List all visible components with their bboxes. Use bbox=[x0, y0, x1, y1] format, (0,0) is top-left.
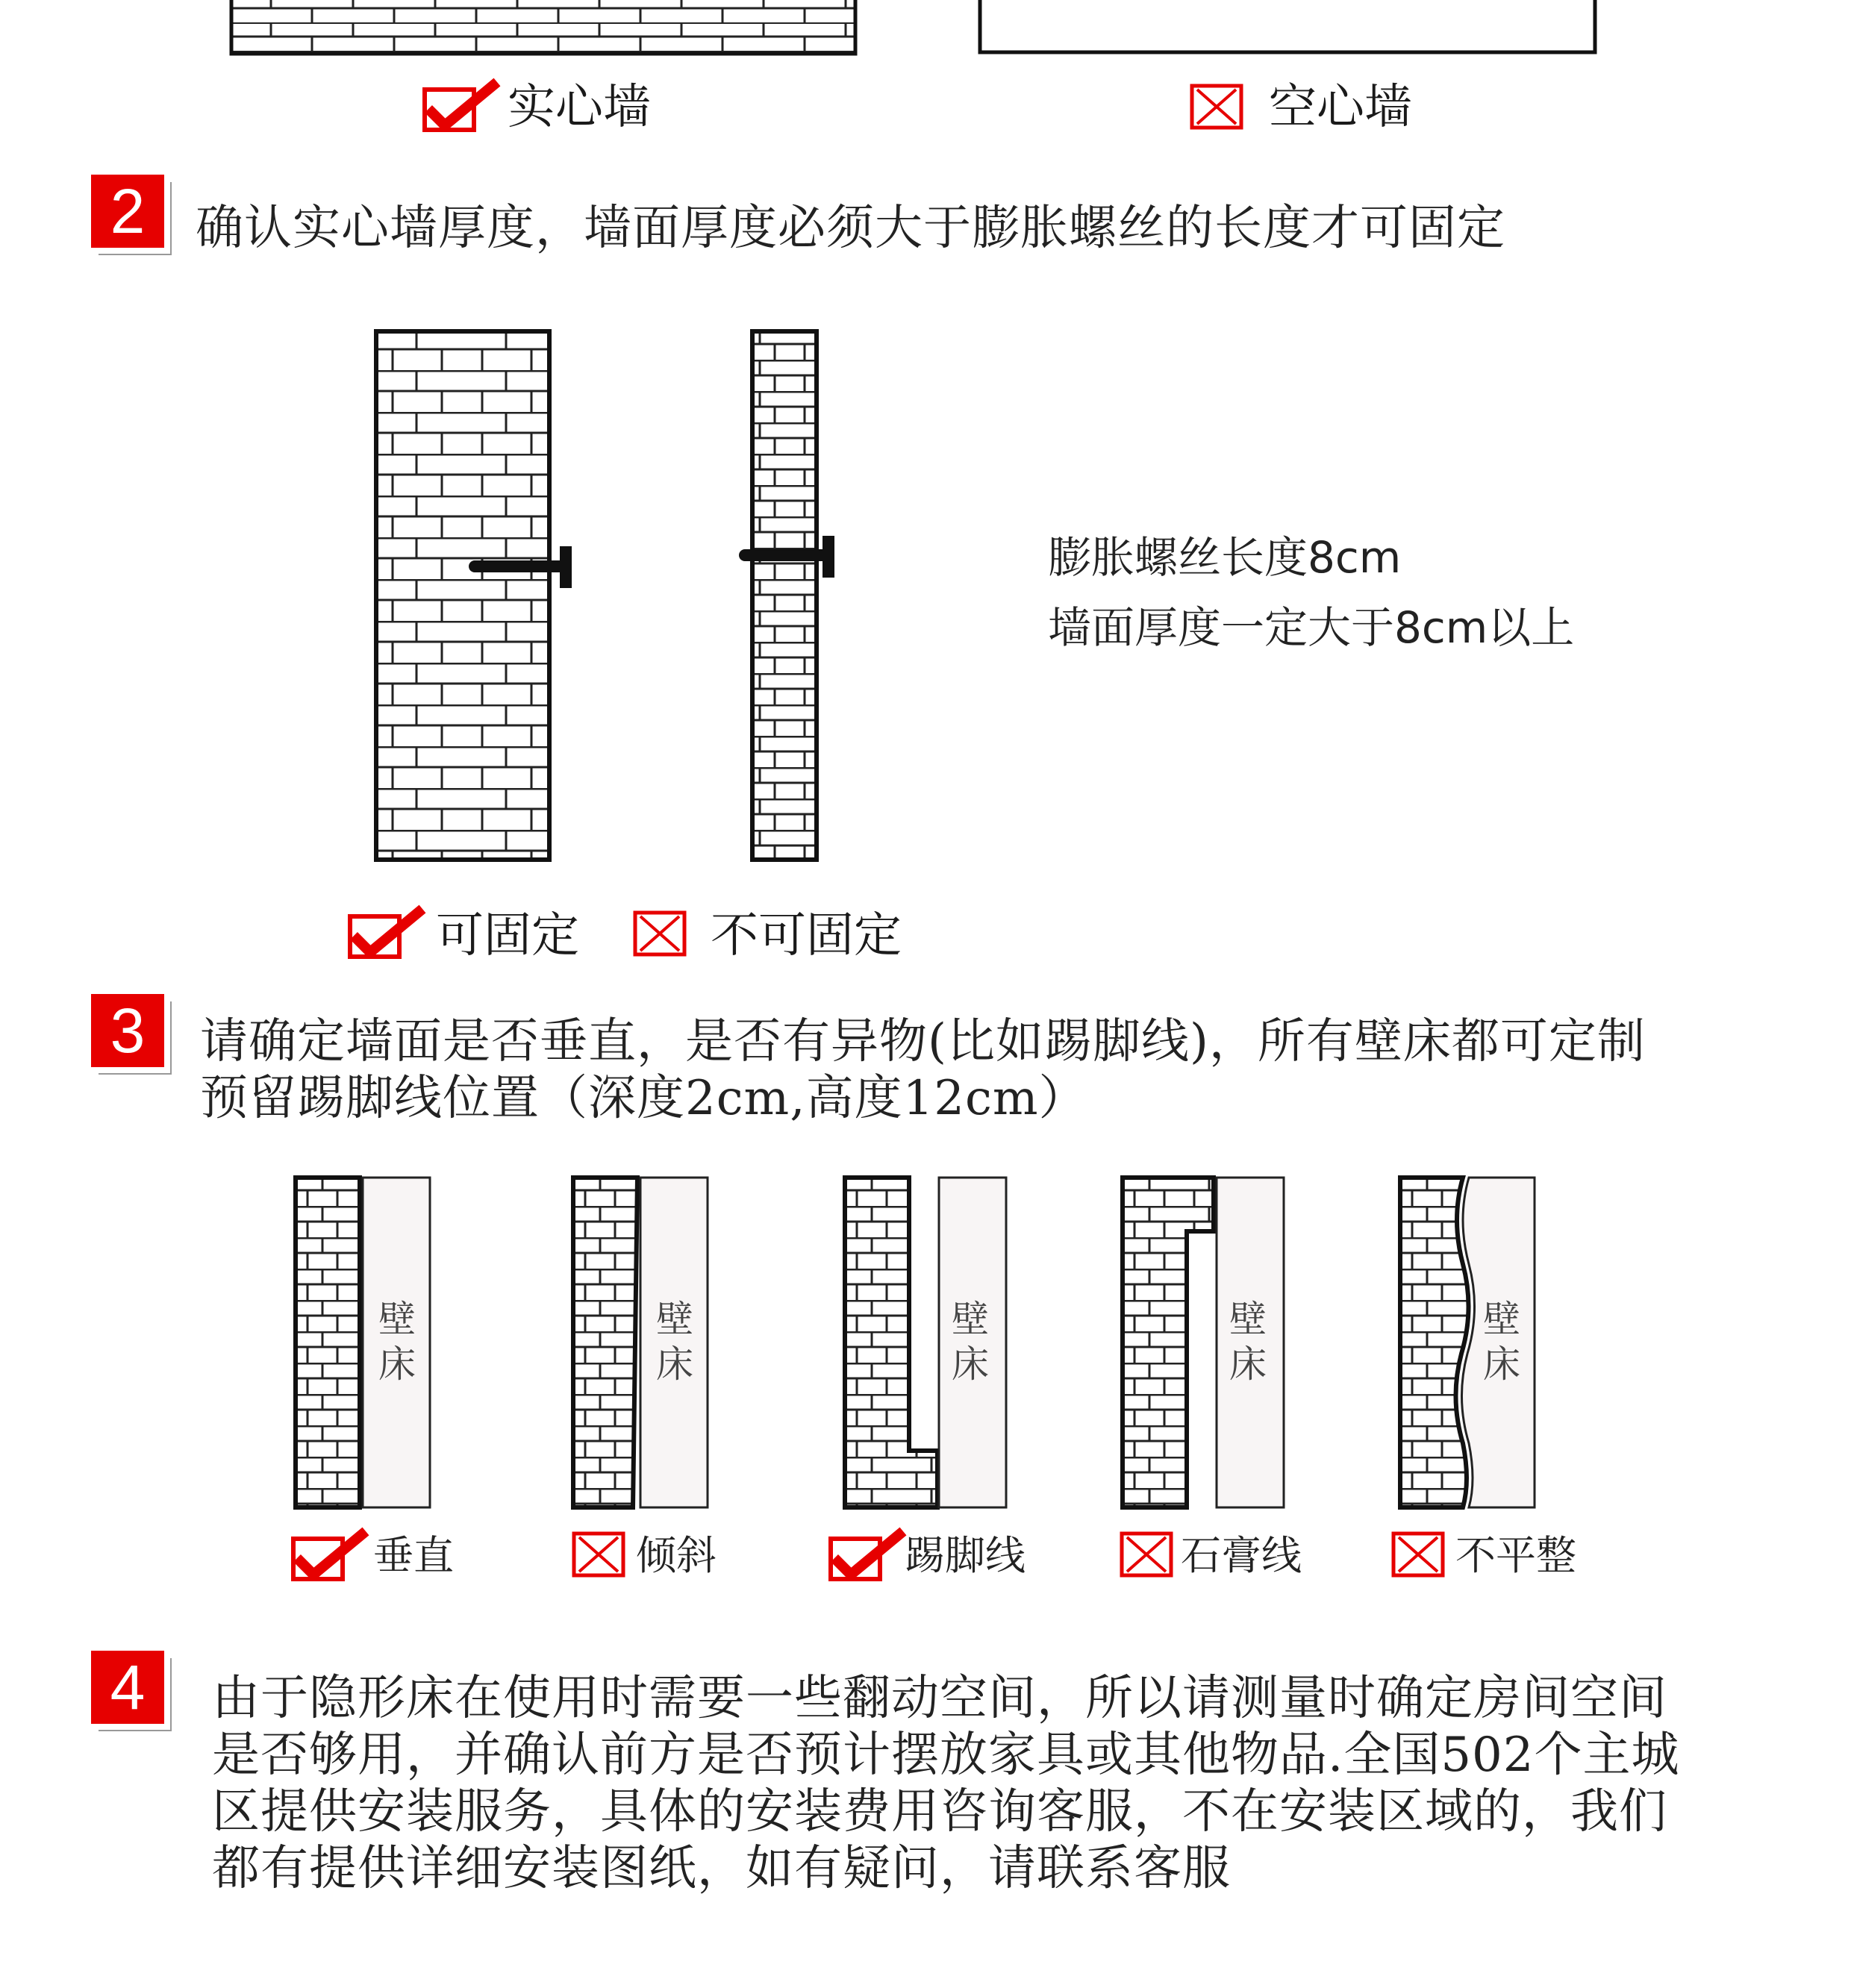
skirting-label: 踢脚线 bbox=[905, 1532, 1026, 1579]
can-fix-label: 可固定 bbox=[436, 908, 579, 963]
plaster-line-label: 石膏线 bbox=[1181, 1532, 1302, 1579]
check-icon bbox=[422, 79, 500, 133]
cannot-fix-label: 不可固定 bbox=[711, 908, 902, 963]
bed-label-1: 壁 床 bbox=[378, 1298, 416, 1386]
section4-line3: 区提供安装服务，具体的安装费用咨询客服，不在安装区域的，我们 bbox=[212, 1784, 1667, 1839]
cross-box-icon bbox=[1120, 1531, 1173, 1578]
screw-length-note: 膨胀螺丝长度8cm bbox=[1048, 532, 1402, 583]
hollow-wall-illustration bbox=[978, 0, 1597, 55]
bed-label-5: 壁 床 bbox=[1483, 1298, 1520, 1386]
tilted-label: 倾斜 bbox=[636, 1532, 717, 1579]
hollow-wall-label: 空心墙 bbox=[1269, 80, 1412, 135]
vertical-label: 垂直 bbox=[373, 1532, 454, 1579]
bed-label-2: 壁 床 bbox=[656, 1298, 693, 1386]
solid-wall-label: 实心墙 bbox=[508, 80, 651, 135]
bed-label-3: 壁 床 bbox=[952, 1298, 989, 1386]
cross-box-icon bbox=[1190, 84, 1243, 130]
step-number-2: 2 bbox=[91, 175, 164, 248]
section4-line2: 是否够用，并确认前方是否预计摆放家具或其他物品.全国502个主城 bbox=[212, 1728, 1680, 1783]
section2-title: 确认实心墙厚度，墙面厚度必须大于膨胀螺丝的长度才可固定 bbox=[196, 201, 1505, 256]
section3-title-line1: 请确定墙面是否垂直，是否有异物(比如踢脚线)，所有壁床都可定制 bbox=[200, 1014, 1646, 1069]
cross-box-icon bbox=[1391, 1531, 1445, 1578]
step-number-3: 3 bbox=[91, 994, 164, 1067]
section4-line4: 都有提供详细安装图纸，如有疑问，请联系客服 bbox=[212, 1841, 1231, 1896]
bed-label-4: 壁 床 bbox=[1229, 1298, 1267, 1386]
section3-title-line2: 预留踢脚线位置（深度2cm,高度12cm） bbox=[200, 1071, 1087, 1126]
check-icon bbox=[348, 906, 425, 960]
check-icon bbox=[828, 1528, 906, 1582]
step-number-4: 4 bbox=[91, 1651, 164, 1724]
cross-box-icon bbox=[572, 1531, 625, 1578]
section4-line1: 由于隐形床在使用时需要一些翻动空间，所以请测量时确定房间空间 bbox=[212, 1671, 1667, 1726]
check-icon bbox=[291, 1528, 369, 1582]
solid-wall-illustration bbox=[230, 0, 857, 57]
cross-box-icon bbox=[633, 910, 687, 957]
thick-wall-illustration bbox=[373, 328, 582, 866]
wall-thickness-note: 墙面厚度一定大于8cm以上 bbox=[1048, 602, 1575, 653]
thin-wall-illustration bbox=[730, 328, 849, 866]
uneven-label: 不平整 bbox=[1455, 1532, 1576, 1579]
